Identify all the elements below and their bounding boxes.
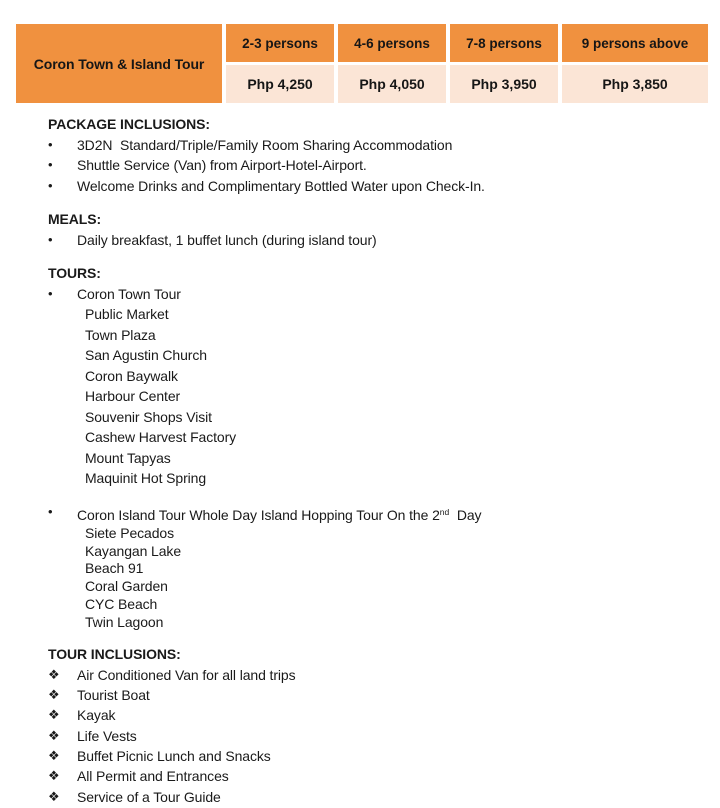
bullet-icon: • [48, 285, 53, 301]
diamond-bullet-icon: ❖ [48, 687, 60, 703]
price-cell: Php 4,250 [226, 65, 334, 103]
table-header-row [226, 24, 708, 62]
price-cell: Php 4,050 [338, 65, 446, 103]
island-title-text-after: Day [449, 506, 482, 523]
tour-stop: CYC Beach [85, 595, 158, 612]
section-meals [48, 209, 693, 250]
superscript-ordinal: nd [439, 506, 450, 517]
list-item-text: Buffet Picnic Lunch and Snacks [77, 747, 271, 764]
tour-stop: Coral Garden [85, 578, 168, 595]
section-heading: PACKAGE INCLUSIONS: [48, 116, 210, 132]
tour-stop: Siete Pecados [85, 525, 174, 541]
header-cell: 7-8 persons [450, 24, 558, 62]
document-body [48, 114, 693, 807]
list-item-town-tour [48, 284, 693, 305]
diamond-bullet-icon: ❖ [48, 707, 60, 723]
price-cell: Php 3,950 [450, 65, 558, 103]
tour-stop: Mount Tapyas [85, 449, 171, 466]
list-item [48, 665, 693, 685]
section-tours [48, 263, 693, 631]
diamond-bullet-icon: ❖ [48, 768, 60, 784]
list-item [48, 787, 693, 807]
header-cell: 2-3 persons [226, 24, 334, 62]
tour-stop: San Agustin Church [85, 347, 207, 363]
section-heading: TOUR INCLUSIONS: [48, 646, 181, 663]
list-item-text: Daily breakfast, 1 buffet lunch (during island tour) [77, 231, 377, 248]
price-table [16, 24, 708, 103]
package-inclusions-list [48, 135, 693, 197]
price-cell: Php 3,850 [562, 65, 708, 103]
list-item-text: Life Vests [77, 727, 137, 744]
tour-name-cell: Coron Town & Island Tour [16, 24, 222, 103]
list-item [48, 155, 693, 176]
section-package-inclusions [48, 114, 693, 196]
diamond-bullet-icon: ❖ [48, 727, 60, 743]
tour-stop: Beach 91 [85, 560, 144, 577]
island-tour-group [48, 502, 693, 632]
tour-stop: Town Plaza [85, 326, 156, 343]
bullet-icon: • [48, 157, 53, 172]
section-heading: TOURS: [48, 265, 101, 281]
tour-stop: Coron Baywalk [85, 367, 178, 384]
tour-inclusions-list [48, 665, 693, 807]
list-item-text: Air Conditioned Van for all land trips [77, 666, 296, 683]
header-cell: 9 persons above [562, 24, 708, 62]
island-tour-title [77, 502, 481, 526]
diamond-bullet-icon: ❖ [48, 788, 60, 804]
section-tour-inclusions [48, 644, 693, 807]
list-item [48, 705, 693, 725]
list-item-text: Shuttle Service (Van) from Airport-Hotel-Airport. [77, 157, 367, 173]
tour-stop: Souvenir Shops Visit [85, 408, 212, 425]
list-item [48, 230, 693, 251]
bullet-icon: • [48, 177, 53, 193]
island-title-text: Coron Island Tour Whole Day Island Hopping Tour On the 2 [77, 506, 440, 523]
list-item-text: 3D2N Standard/Triple/Family Room Sharing Accommodation [77, 136, 453, 153]
bullet-icon: • [48, 136, 53, 152]
list-item [48, 135, 693, 156]
diamond-bullet-icon: ❖ [48, 747, 60, 763]
town-tour-title: Coron Town Tour [77, 285, 181, 302]
tour-stop: Cashew Harvest Factory [85, 429, 237, 445]
header-cell: 4-6 persons [338, 24, 446, 62]
tour-stop: Maquinit Hot Spring [85, 470, 207, 486]
list-item-island-tour [48, 502, 693, 526]
meals-list [48, 230, 693, 251]
bullet-icon: • [48, 231, 53, 247]
list-item-text: Tourist Boat [77, 687, 150, 704]
section-heading: MEALS: [48, 211, 102, 227]
tour-stop: Public Market [85, 306, 169, 322]
bullet-icon: • [48, 503, 53, 519]
town-tour-stops [48, 304, 693, 489]
tour-stop: Harbour Center [85, 388, 181, 404]
list-item [48, 726, 693, 746]
list-item-text: Service of a Tour Guide [77, 788, 221, 805]
tour-stop: Kayangan Lake [85, 542, 182, 559]
diamond-bullet-icon: ❖ [48, 666, 60, 682]
island-tour-stops [48, 525, 693, 631]
list-item-text: All Permit and Entrances [77, 768, 229, 785]
tour-stop: Twin Lagoon [85, 613, 164, 630]
list-item-text: Kayak [77, 707, 116, 724]
list-item-text: Welcome Drinks and Complimentary Bottled Water upon Check-In. [77, 177, 485, 194]
list-item [48, 685, 693, 705]
table-price-row [226, 65, 708, 103]
list-item [48, 766, 693, 786]
list-item [48, 176, 693, 197]
list-item [48, 746, 693, 766]
price-table-columns [226, 24, 708, 103]
